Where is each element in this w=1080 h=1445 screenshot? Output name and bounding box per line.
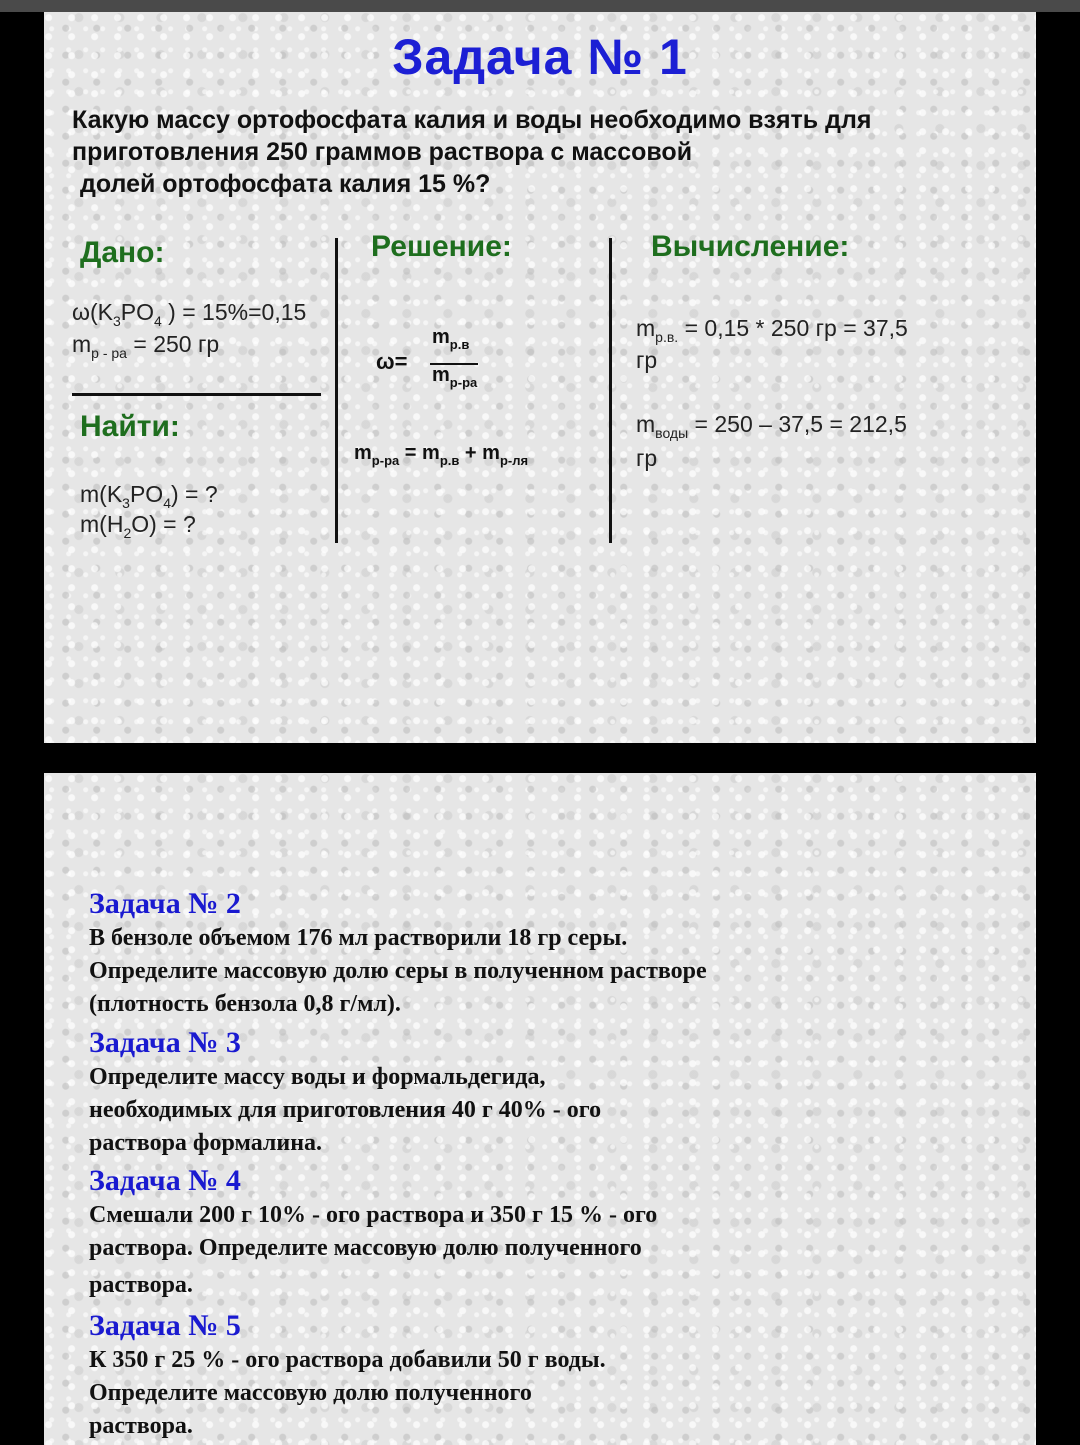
fraction-denominator: $m_{р-ра}$ bbox=[432, 364, 478, 390]
calc-water-mass: $m_{воды} = 250 - 37,5 = 212,5$ bbox=[636, 411, 907, 441]
task-line: Определите массовую долю серы в полученном растворе bbox=[89, 958, 707, 984]
task-2 bbox=[89, 886, 989, 1021]
calc-solute-mass: $m_{р.в.} = 0,15 * 250$ гр = 37,5 bbox=[636, 315, 908, 345]
task-line: необходимых для приготовления 40 г 40% - ого bbox=[89, 1097, 602, 1123]
omega-symbol: ω= bbox=[376, 349, 408, 374]
task-4 bbox=[89, 1163, 989, 1302]
problem-line: долей ортофосфата калия 15 %? bbox=[80, 170, 491, 198]
given-heading: Дано: bbox=[80, 236, 165, 269]
task-title: Задача № 5 bbox=[89, 1309, 241, 1342]
task-line: (плотность бензола 0,8 г/мл). bbox=[89, 991, 401, 1017]
task-title: Задача № 3 bbox=[89, 1026, 241, 1059]
find-item-h2o: $m(H_2O)$ = ? bbox=[80, 511, 196, 541]
given-omega: $\omega(K_3PO_4$ ) = 15%=0,15 bbox=[72, 299, 307, 329]
task-line: Определите массовую долю полученного bbox=[89, 1380, 532, 1406]
problem-statement bbox=[72, 104, 992, 200]
calc-water-unit: гр bbox=[636, 445, 658, 471]
calc-solute-unit: гр bbox=[636, 347, 658, 373]
task-line: К 350 г 25 % - ого раствора добавили 50 г воды. bbox=[89, 1347, 606, 1373]
task-5 bbox=[89, 1308, 989, 1443]
task-title: Задача № 4 bbox=[89, 1164, 241, 1197]
slide-title: Задача № 1 bbox=[392, 29, 688, 85]
task-line: раствора формалина. bbox=[89, 1130, 323, 1156]
given-mass: $m_{р - ра} = 250$ гр bbox=[72, 331, 220, 361]
task-line: раствора. bbox=[89, 1272, 193, 1298]
mass-equation: $m_{р-ра} = m_{р.в} + m_{р-ля}$ bbox=[354, 442, 529, 468]
task-title: Задача № 2 bbox=[89, 887, 241, 920]
problem-line: Какую массу ортофосфата калия и воды необходимо взять для bbox=[72, 106, 872, 134]
problem-line: приготовления 250 граммов раствора с массовой bbox=[72, 138, 693, 166]
find-heading: Найти: bbox=[80, 410, 180, 443]
fraction-numerator: $m_{р.в}$ bbox=[432, 326, 470, 352]
given-divider bbox=[72, 393, 321, 396]
task-line: Смешали 200 г 10% - ого раствора и 350 г 15 % - ого bbox=[89, 1202, 658, 1228]
slide-tasks-2-5 bbox=[44, 773, 1036, 1445]
calc-heading: Вычисление: bbox=[651, 230, 850, 263]
top-bar bbox=[0, 0, 1080, 12]
task-line: Определите массу воды и формальдегида, bbox=[89, 1064, 546, 1090]
task-line: раствора. Определите массовую долю полученного bbox=[89, 1235, 642, 1261]
task-line: раствора. bbox=[89, 1413, 193, 1439]
find-item-k3po4: $m(K_3PO_4)$ = ? bbox=[80, 481, 218, 511]
solution-heading: Решение: bbox=[371, 230, 512, 263]
column-divider bbox=[335, 238, 338, 543]
column-divider bbox=[609, 238, 612, 543]
slide-task-1 bbox=[44, 12, 1036, 743]
task-3 bbox=[89, 1025, 989, 1160]
task-line: В бензоле объемом 176 мл растворили 18 гр серы. bbox=[89, 925, 628, 951]
